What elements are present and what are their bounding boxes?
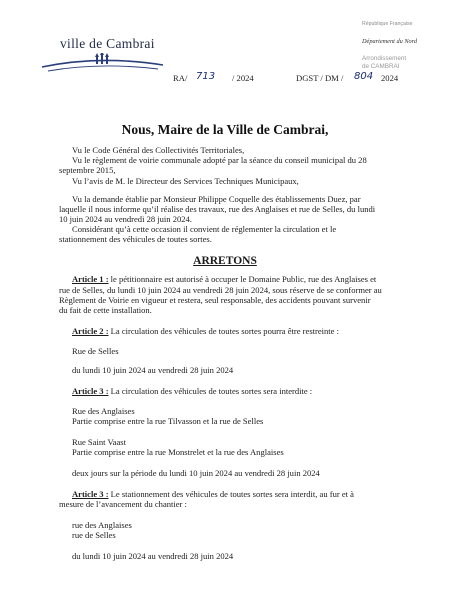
considerant-l2: stationnement des véhicules de toutes sortes.	[59, 234, 212, 244]
vu-demande-l2: laquelle il nous informe qu’il réalise des travaux, rue des Anglaises et rue de Selles, du lundi	[59, 204, 376, 214]
logo-text: ville de Cambrai	[60, 36, 155, 51]
ref-service: DGST / DM /	[296, 73, 344, 83]
arrondissement-line2: de CAMBRAI	[362, 63, 400, 70]
ref-number-handwritten: 713	[196, 71, 216, 82]
ref-prefix: RA/	[173, 73, 188, 83]
article3b-line1	[72, 489, 354, 499]
vu-demande-l1: Vu la demande établie par Monsieur Philippe Coquelle des établissements Duez, par	[72, 194, 361, 204]
article2-dates: du lundi 10 juin 2024 au vendredi 28 juin 2024	[72, 365, 234, 375]
ref-number2-handwritten: 804	[354, 71, 374, 82]
article2-label: Article 2 :	[72, 326, 109, 336]
article2-line	[72, 326, 339, 336]
considerant-l1: Considérant qu’à cette occasion il convient de réglementer la circulation et le	[72, 224, 337, 234]
article3b-line2: mesure de l’avancement du chantier :	[59, 499, 187, 509]
vu-cgct: Vu le Code Général des Collectivités Territoriales,	[72, 145, 245, 155]
article3-street1: Rue des Anglaises	[72, 406, 135, 416]
cambrai-logo-icon	[40, 53, 165, 75]
article3b-street1: rue des Anglaises	[72, 520, 132, 530]
article1-text: le pétitionnaire est autorisé à occuper le Domaine Public, rue des Anglaises et	[108, 274, 377, 284]
article3b-label: Article 3 :	[72, 489, 109, 499]
article3-street1-part: Partie comprise entre la rue Tilvasson et la rue de Selles	[72, 416, 264, 426]
article1-line4: du fait de cette installation.	[59, 305, 152, 315]
article2-street: Rue de Selles	[72, 346, 119, 356]
article3b-text: Le stationnement des véhicules de toutes sortes sera interdit, au fur et à	[108, 489, 354, 499]
article1-line3: Règlement de Voirie en vigueur et restera, seul responsable, des accidents pouvant survenir	[59, 295, 371, 305]
vu-demande-l3: 10 juin 2024 au vendredi 28 juin 2024.	[59, 214, 192, 224]
arretons-heading: ARRETONS	[193, 255, 257, 267]
arrondissement-line1: Arrondissement	[362, 55, 407, 62]
vu-reglement-l1: Vu le règlement de voirie communale adopté par la séance du conseil municipal du 28	[72, 155, 367, 165]
page-title: Nous, Maire de la Ville de Cambrai,	[121, 122, 329, 137]
article3-label: Article 3 :	[72, 386, 109, 396]
article1-line1	[72, 274, 376, 284]
arrondissement	[362, 55, 406, 71]
ref-year: / 2024	[232, 73, 254, 83]
ref-year2: 2024	[381, 73, 399, 83]
article3-street2-part: Partie comprise entre la rue Monstrelet et la rue des Anglaises	[72, 447, 284, 457]
departement: Département du Nord	[362, 38, 418, 45]
vu-avis: Vu l’avis de M. le Directeur des Services Techniques Municipaux,	[72, 176, 299, 186]
article3b-dates: du lundi 10 juin 2024 au vendredi 28 juin 2024	[72, 551, 234, 561]
republique-francaise: République Française	[362, 21, 413, 27]
vu-reglement-l2: septembre 2015,	[59, 165, 116, 175]
article2-text: La circulation des véhicules de toutes sortes pourra être restreinte :	[108, 326, 339, 336]
article3-text: La circulation des véhicules de toutes sortes sera interdite :	[108, 386, 313, 396]
article3-line	[72, 386, 312, 396]
article3-street2: Rue Saint Vaast	[72, 437, 126, 447]
article3b-street2: rue de Selles	[72, 530, 116, 540]
article1-line2: rue de Selles, du lundi 10 juin 2024 au vendredi 28 juin 2024, sous réserve de se conformer au	[59, 285, 382, 295]
article1-label: Article 1 :	[72, 274, 109, 284]
article3-dates: deux jours sur la période du lundi 10 juin 2024 au vendredi 28 juin 2024	[72, 468, 320, 478]
